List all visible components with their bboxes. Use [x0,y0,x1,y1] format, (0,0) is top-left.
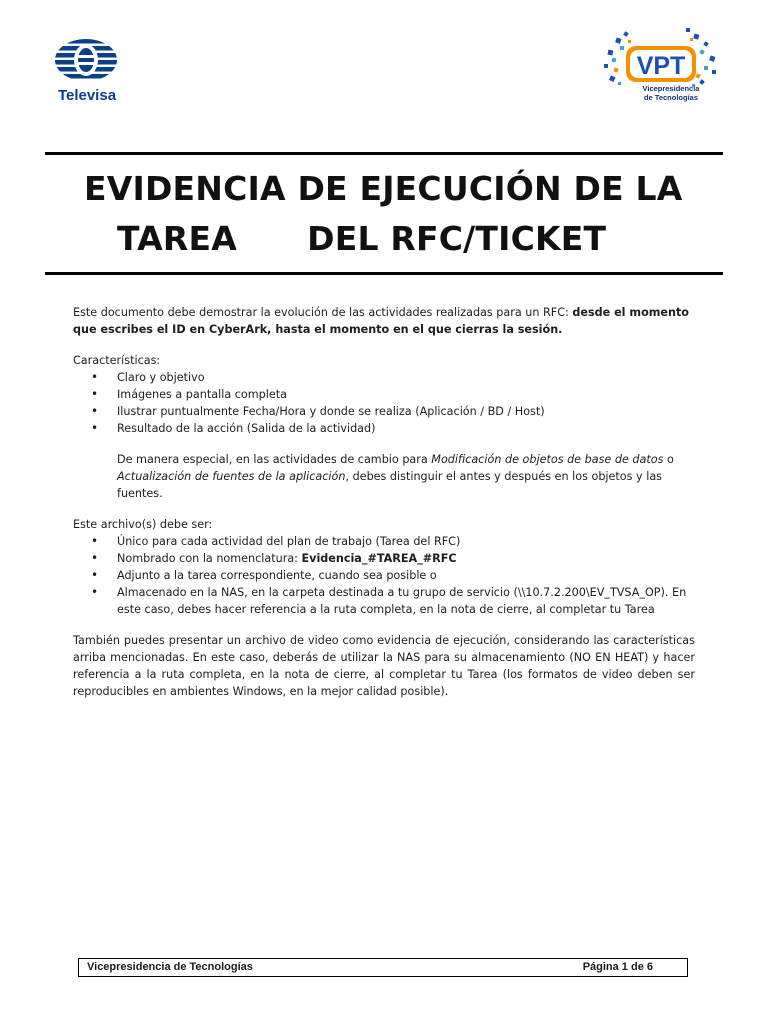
list-item: • Imágenes a pantalla completa [73,386,695,403]
page-title-line1: EVIDENCIA DE EJECUCIÓN DE LA [84,169,683,208]
note-italic-text: Modificación de objetos de base de datos [431,453,664,466]
intro-paragraph [73,304,695,338]
page-title-line2: TAREA DEL RFC/TICKET [117,219,607,258]
vpt-emblem-icon [600,28,722,118]
archivo-heading: Este archivo(s) debe ser: [73,518,213,531]
archivo-list [73,533,695,618]
page-footer [78,958,688,977]
title-bottom-rule [45,272,723,275]
caracteristicas-list [73,369,695,437]
vpt-wordmark: VPT [636,52,686,80]
vpt-caption-line1: Vicepresidencia [642,84,700,93]
list-item: • Ilustrar puntualmente Fecha/Hora y donde se realiza (Aplicación / BD / Host) [73,403,695,420]
note-text: o [663,453,674,466]
title-top-rule [45,152,723,155]
note-text: De manera especial, en las actividades de cambio para [117,453,432,466]
intro-text: Este documento debe demostrar la evolución de las actividades realizadas para un RFC: [73,306,573,319]
video-paragraph: También puedes presentar un archivo de video como evidencia de ejecución, considerando las características arriba mencionadas. En este caso, deberás de utilizar la NAS para su almacenamiento (NO EN HEAT) y hacer referencia a la ruta completa, en la nota de cierre, al completar tu Tarea (los formatos de video deben ser reproducibles en ambientes Windows, en la mejor calidad posible). [73,634,695,698]
list-item [73,550,695,567]
vpt-logo [600,28,722,118]
list-item: • Almacenado en la NAS, en la carpeta destinada a tu grupo de servicio (\\10.7.2.200\EV_TVSA_OP). En este caso, debes hacer referencia a la ruta completa, en la nota de cierre, al completar tu Tarea [73,584,695,618]
page-title [45,164,723,264]
list-item-text: Nombrado con la nomenclatura: [117,552,302,565]
naming-convention: Evidencia_#TAREA_#RFC [301,552,457,565]
list-item: • Adjunto a la tarea correspondiente, cuando sea posible o [73,567,695,584]
list-item: • Único para cada actividad del plan de trabajo (Tarea del RFC) [73,533,695,550]
footer-page-number: Página 1 de 6 [582,961,653,973]
list-item: • Resultado de la acción (Salida de la actividad) [73,420,695,437]
footer-department: Vicepresidencia de Tecnologías [87,961,253,973]
televisa-eye-icon [54,38,118,82]
caracteristicas-heading: Características: [73,354,161,367]
vpt-caption [624,84,718,102]
note-text: , debes distinguir el antes y después en los objetos y las fuentes. [117,470,663,500]
list-item: • Claro y objetivo [73,369,695,386]
note-italic-text: Actualización de fuentes de la aplicación [117,470,346,483]
televisa-logo [46,38,128,106]
vpt-caption-line2: de Tecnologías [643,93,699,102]
intro-bold-text: desde el momento que escribes el ID en CyberArk, hasta el momento en el que cierras la sesión. [73,306,689,336]
document-body [73,304,695,700]
special-note [73,451,695,502]
televisa-wordmark: Televisa [57,87,117,104]
